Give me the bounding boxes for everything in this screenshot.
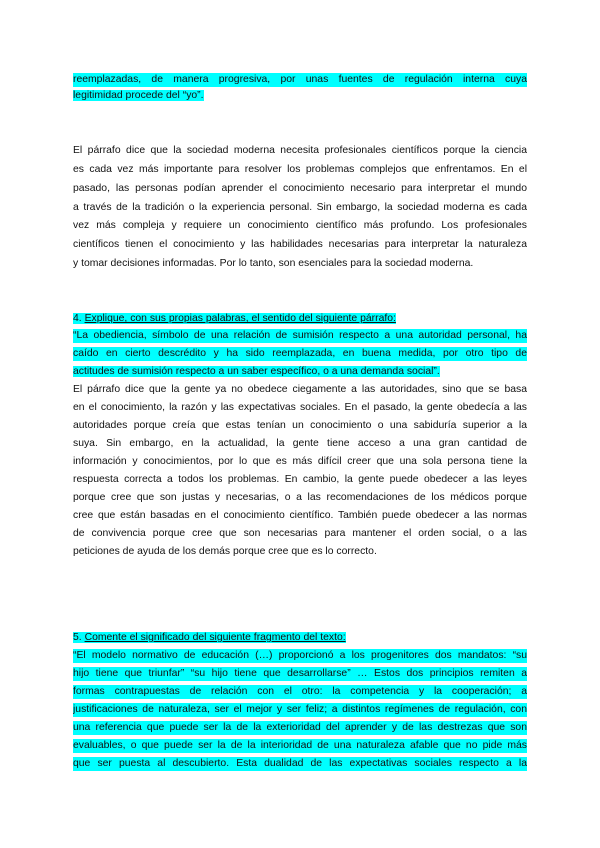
block2-line: es cada vez más importante para resolver los problemas complejos que enfrentamos. En el: [73, 164, 527, 175]
block1-line: legitimidad procede del “yo”.: [73, 90, 204, 101]
q4-answer-line: suya. Sin embargo, en la actualidad, la gente tiene acceso a una gran cantidad de: [73, 438, 527, 449]
block2-line: vez más compleja y requiere un conocimiento científico más profundo. Los profesionales: [73, 220, 527, 231]
q4-answer-line: de convivencia porque cree que son necesarias para mantener el orden social, o a las: [73, 528, 527, 539]
q4-heading: [73, 312, 527, 326]
q4-answer-line: en el conocimiento, la razón y las expectativas sociales. En el pasado, la gente obedecía a las: [73, 402, 527, 413]
q5-quote-line: “El modelo normativo de educación (…) proporcionó a los progenitores dos mandatos: “su: [73, 650, 527, 661]
q4-title: Explique, con sus propias palabras, el sentido del siguiente párrafo:: [84, 313, 396, 324]
q4-answer-line: cree que están basadas en el conocimiento científico. También puede obedecer a las normas: [73, 510, 527, 521]
q5-quote-line: que ser puesta al descubierto. Esta dualidad de las expectativas sociales respecto a la: [73, 758, 527, 769]
q4-quote-line: “La obediencia, símbolo de una relación de sumisión respecto a una autoridad personal, ha: [73, 330, 527, 341]
q4-answer-line: autoridades porque creía que estas tenían un conocimiento o una sabiduría superior a la: [73, 420, 527, 431]
block2-line: a través de la tradición o la experiencia personal. Sin embargo, la sociedad moderna es cada: [73, 202, 527, 213]
q4-answer-line: porque cree que son justas y necesarias, o a las recomendaciones de los médicos porque: [73, 492, 527, 503]
q4-quote-line: actitudes de sumisión respecto a un saber específico, o a una demanda social”.: [73, 366, 440, 377]
q4-number: 4.: [73, 313, 82, 324]
q5-title: Comente el significado del siguiente fragmento del texto:: [84, 632, 346, 643]
block1-line: reemplazadas, de manera progresiva, por unas fuentes de regulación interna cuya: [73, 74, 527, 85]
q4-answer-line: peticiones de ayuda de los demás porque cree que es lo correcto.: [73, 546, 377, 557]
q5-quote-line: una referencia que puede ser la de la exterioridad del aprender y de las destrezas que son: [73, 722, 527, 733]
block2-line: científicos tienen el conocimiento y las habilidades necesarias para interpretar la naturaleza: [73, 239, 527, 250]
q5-quote-line: formas contrapuestas de relación con el otro: la competencia y la cooperación; a: [73, 686, 527, 697]
q5-heading: [73, 631, 527, 645]
block2-line: pasado, las personas podían aprender el conocimiento necesario para interpretar el mundo: [73, 183, 527, 194]
q5-quote-line: justificaciones de naturaleza, ser el mejor y ser feliz; a distintos regímenes de regulación, con: [73, 704, 527, 715]
block2-line: y tomar decisiones informadas. Por lo tanto, son esenciales para la sociedad moderna.: [73, 258, 474, 269]
q5-number: 5.: [73, 632, 82, 643]
q4-answer-line: respuesta correcta a todos los problemas. En cambio, la gente puede obedecer a las leyes: [73, 474, 527, 485]
block2-line: El párrafo dice que la sociedad moderna necesita profesionales científicos porque la ciencia: [73, 145, 527, 156]
q4-quote-line: caído en cierto descrédito y ha sido reemplazada, en buena medida, por otro tipo de: [73, 348, 527, 359]
q5-quote-line: evaluables, o que puede ser la de la interioridad de una naturaleza afable que no pide más: [73, 740, 527, 751]
q4-answer-line: información y conocimientos, por lo que es más difícil creer que una sola persona tiene la: [73, 456, 527, 467]
q4-answer-line: El párrafo dice que la gente ya no obedece ciegamente a las autoridades, sino que se basa: [73, 384, 527, 395]
q5-quote-line: hijo tiene que triunfar” “su hijo tiene que desarrollarse” … Estos dos principios remiten a: [73, 668, 527, 679]
